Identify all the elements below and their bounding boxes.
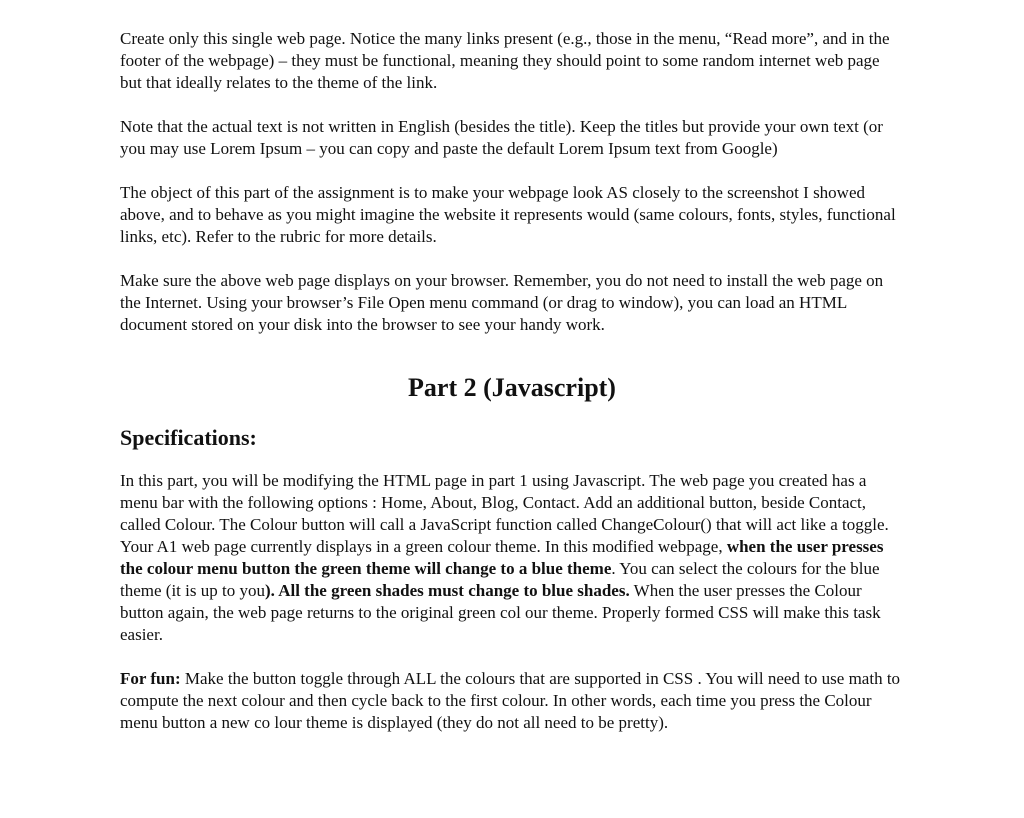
specifications-paragraph	[120, 470, 904, 646]
spec-text-1: In this part, you will be modifying the HTML page in part 1 using Javascript. The web page you created has a menu bar with the following options : Home, About, Blog, Contact. Add an additional button, beside Contact, called Colour. The Colour button will call a JavaScript function called ChangeColour() that will act like a toggle. Your A1 web page currently displays in a green colour theme. In this modified webpage,	[120, 471, 889, 556]
spec-bold-1: when the user presses the colour menu button the green theme will change to a blue theme	[120, 537, 884, 578]
part-2-title: Part 2 (Javascript)	[408, 373, 616, 402]
intro-paragraph-4: Make sure the above web page displays on your browser. Remember, you do not need to install the web page on the Internet. Using your browser’s File Open menu command (or drag to window), you can load an HTML document stored on your disk into the browser to see your handy work.	[120, 271, 884, 334]
intro-paragraph-3: The object of this part of the assignment is to make your webpage look AS closely to the screenshot I showed above, and to behave as you might imagine the website it represents would (same colours, fonts, styles, functional links, etc). Refer to the rubric for more details.	[120, 183, 896, 246]
spec-bold-2: ). All the green shades must change to blue shades.	[264, 581, 630, 600]
for-fun-text: Make the button toggle through ALL the colours that are supported in CSS . You will need to use math to compute the next colour and then cycle back to the first colour. In other words, each time you press the Colour menu button a new co lour theme is displayed (they do not all need to be pretty).	[120, 669, 901, 732]
spec-text-2: . You can select the colours for the blue theme (it is up to you	[120, 559, 880, 600]
intro-paragraph-1: Create only this single web page. Notice the many links present (e.g., those in the menu, “Read more”, and in the footer of the webpage) – they must be functional, meaning they should point to some random internet web page but that ideally relates to the theme of the link.	[120, 29, 890, 92]
document-page	[120, 28, 904, 734]
for-fun-label: For fun:	[120, 669, 181, 688]
intro-paragraph-2: Note that the actual text is not written in English (besides the title). Keep the titles but provide your own text (or you may use Lorem Ipsum – you can copy and paste the default Lorem Ipsum text from Google)	[120, 117, 883, 158]
specifications-heading: Specifications:	[120, 425, 257, 450]
spec-text-3: When the user presses the Colour button again, the web page returns to the original green col our theme. Properly formed CSS will make this task easier.	[120, 581, 881, 644]
for-fun-paragraph	[120, 668, 904, 734]
